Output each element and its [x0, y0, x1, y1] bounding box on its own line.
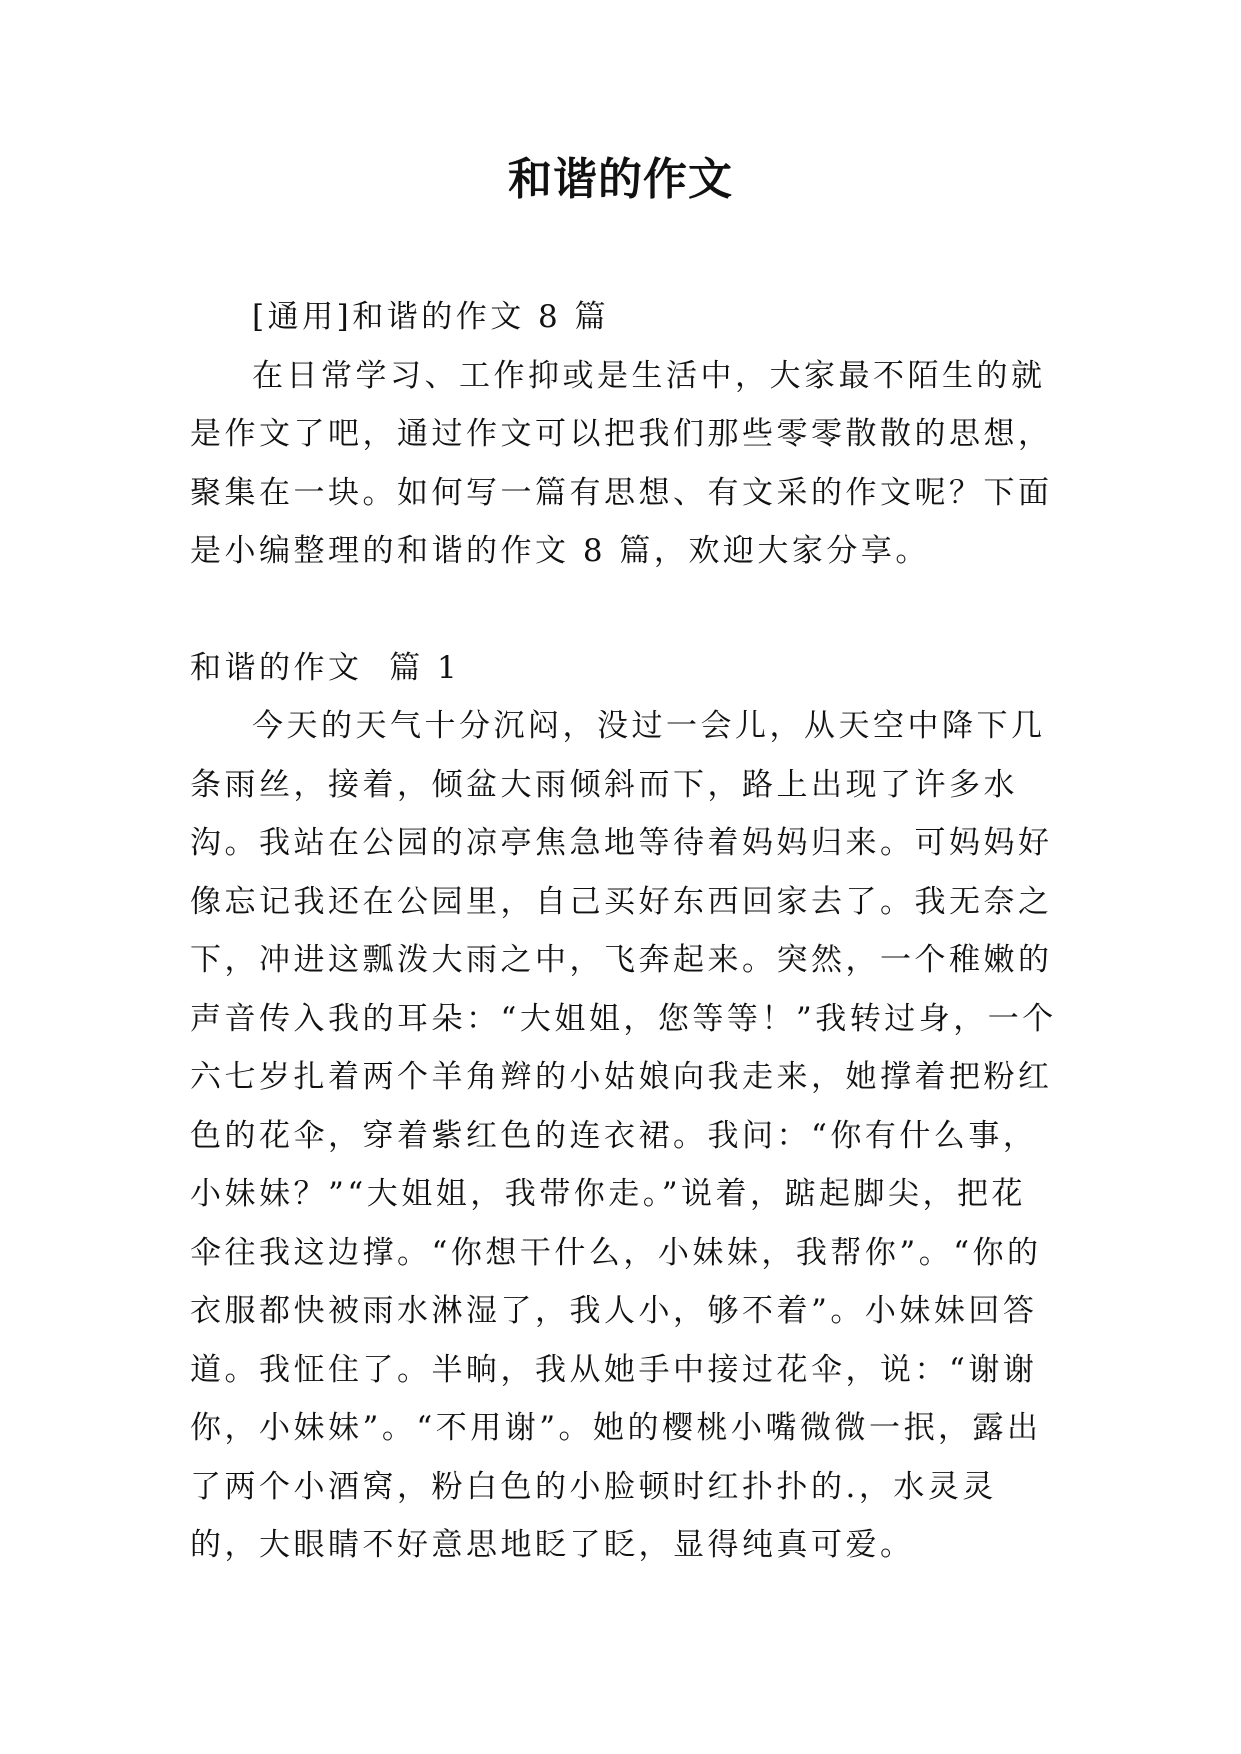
section-heading: 和谐的作文 篇 1: [190, 649, 461, 686]
paragraph-spacer: [190, 581, 1060, 639]
document-title: 和谐的作文: [508, 154, 733, 205]
document-body: [190, 288, 1060, 1575]
intro-paragraph: 在日常学习、工作抑或是生活中，大家最不陌生的就是作文了吧，通过作文可以把我们那些零零散散的思想，聚集在一块。如何写一篇有思想、有文采的作文呢？下面是小编整理的和谐的作文 8 篇，欢迎大家分享。: [190, 357, 1053, 569]
section-paragraph: 今天的天气十分沉闷，没过一会儿，从天空中降下几条雨丝，接着，倾盆大雨倾斜而下，路上出现了许多水沟。我站在公园的凉亭焦急地等待着妈妈归来。可妈妈好像忘记我还在公园里，自己买好东西回家去了。我无奈之下，冲进这瓢泼大雨之中，飞奔起来。突然，一个稚嫩的声音传入我的耳朵：“大姐姐，您等等！”我转过身，一个六七岁扎着两个羊角辫的小姑娘向我走来，她撑着把粉红色的花伞，穿着紫红色的连衣裙。我问：“你有什么事，小妹妹？”“大姐姐，我带你走。”说着，踮起脚尖，把花伞往我这边撑。“你想干什么，小妹妹，我帮你”。“你的衣服都快被雨水淋湿了，我人小，够不着”。小妹妹回答道。我怔住了。半晌，我从她手中接过花伞，说：“谢谢你，小妹妹”。“不用谢”。她的樱桃小嘴微微一抿，露出了两个小酒窝，粉白色的小脸顿时红扑扑的.，水灵灵的，大眼睛不好意思地眨了眨，显得纯真可爱。: [190, 708, 1057, 1563]
document-subtitle: [通用]和谐的作文 8 篇: [252, 299, 610, 335]
